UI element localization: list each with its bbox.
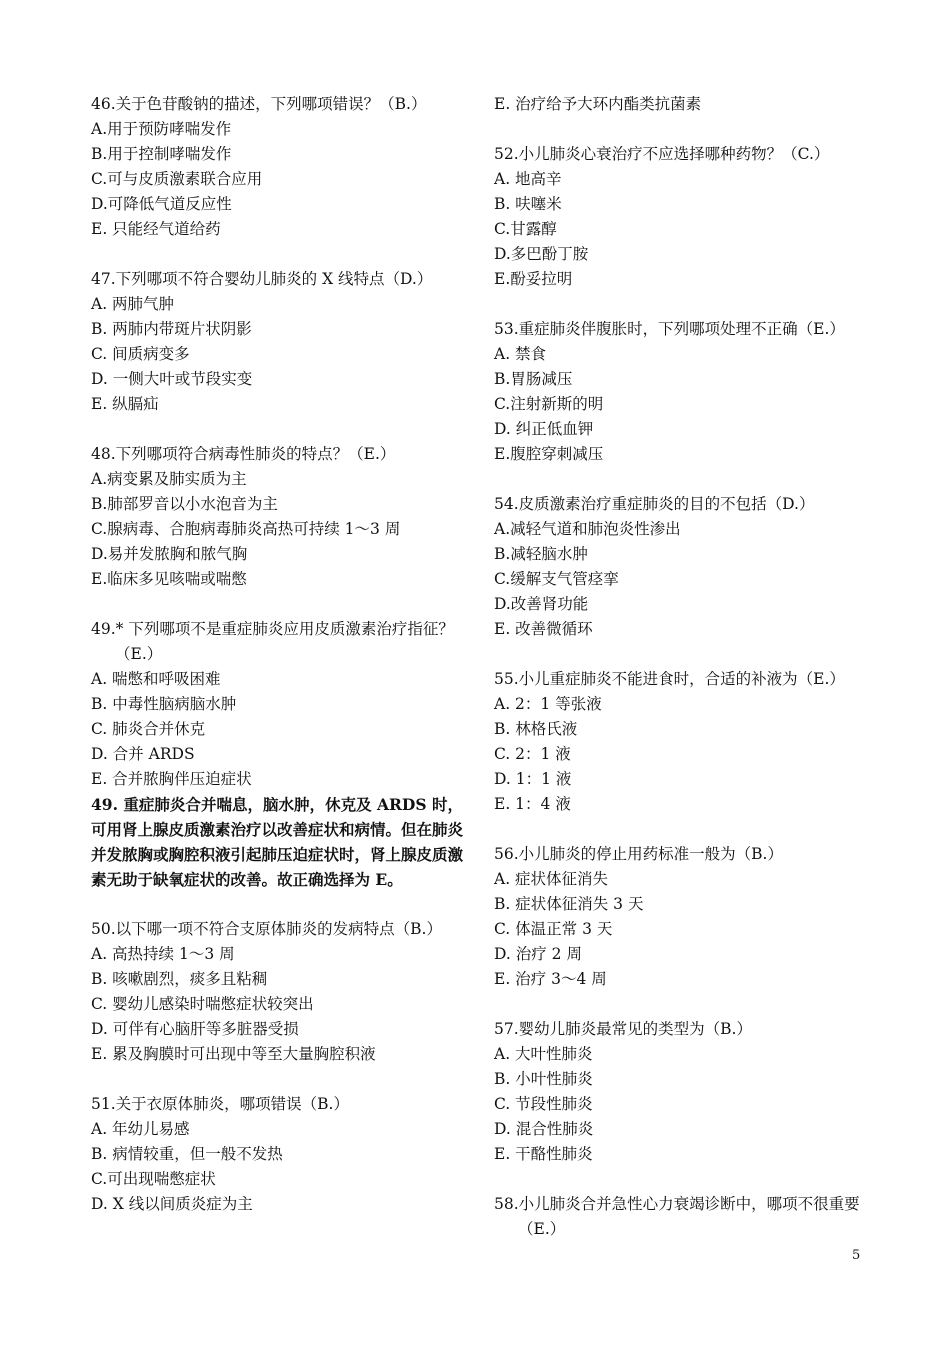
answer-option: E. 只能经气道给药	[91, 220, 221, 238]
answer-option: B.减轻脑水肿	[494, 545, 588, 563]
question-block	[494, 1192, 866, 1242]
answer-option: A.病变累及肺实质为主	[91, 470, 247, 488]
answer-option: C.腺病毒、合胞病毒肺炎高热可持续 1～3 周	[91, 520, 401, 538]
question-text: 53.重症肺炎伴腹胀时，下列哪项处理不正确（E.）	[494, 320, 845, 338]
page-number: 5	[852, 1248, 861, 1263]
answer-option: E. 治疗 3～4 周	[494, 970, 607, 988]
question-text: 46.关于色苷酸钠的描述，下列哪项错误？（B.）	[91, 95, 427, 113]
question-text: 56.小儿肺炎的停止用药标准一般为（B.）	[494, 845, 783, 863]
answer-option: D.多巴酚丁胺	[494, 245, 589, 263]
question-block	[494, 492, 866, 642]
answer-option: D. 合并 ARDS	[91, 745, 195, 763]
answer-option: C.甘露醇	[494, 220, 557, 238]
answer-option: B. 小叶性肺炎	[494, 1070, 593, 1088]
answer-option: C.可与皮质激素联合应用	[91, 170, 263, 188]
question-block	[494, 667, 866, 817]
question-text: 47.下列哪项不符合婴幼儿肺炎的 X 线特点（D.）	[91, 270, 433, 288]
continuation-option: E. 治疗给予大环内酯类抗菌素	[494, 95, 702, 113]
answer-option: C. 婴幼儿感染时喘憋症状较突出	[91, 995, 314, 1013]
answer-option: C. 体温正常 3 天	[494, 920, 613, 938]
answer-option: B. 病情较重，但一般不发热	[91, 1145, 283, 1163]
answer-option: A. 喘憋和呼吸困难	[91, 670, 221, 688]
right-column	[494, 92, 866, 1267]
question-block	[91, 267, 463, 417]
question-text: 55.小儿重症肺炎不能进食时，合适的补液为（E.）	[494, 670, 845, 688]
question-block	[494, 842, 866, 992]
answer-option: D. 1：1 液	[494, 770, 572, 788]
question-block	[91, 917, 463, 1067]
answer-option: E.临床多见咳喘或喘憋	[91, 570, 247, 588]
question-block	[91, 1092, 463, 1217]
answer-option: D. 一侧大叶或节段实变	[91, 370, 253, 388]
answer-option: B. 两肺内带斑片状阴影	[91, 320, 252, 338]
answer-option: D. 治疗 2 周	[494, 945, 582, 963]
left-column	[91, 92, 463, 1242]
question-text: 54.皮质激素治疗重症肺炎的目的不包括（D.）	[494, 495, 815, 513]
answer-option: B.用于控制哮喘发作	[91, 145, 232, 163]
question-block	[91, 617, 463, 792]
answer-option: D. X 线以间质炎症为主	[91, 1195, 253, 1213]
answer-option: E. 改善微循环	[494, 620, 593, 638]
answer-option: C.缓解支气管痉挛	[494, 570, 619, 588]
answer-option: B. 林格氏液	[494, 720, 578, 738]
answer-option: C. 肺炎合并休克	[91, 720, 206, 738]
answer-option: D.易并发脓胸和脓气胸	[91, 545, 248, 563]
answer-option: E. 1：4 液	[494, 795, 571, 813]
question-text: 49.* 下列哪项不是重症肺炎应用皮质激素治疗指征？（E.）	[91, 620, 454, 663]
question-text: 50.以下哪一项不符合支原体肺炎的发病特点（B.）	[91, 920, 442, 938]
answer-option: A. 地高辛	[494, 170, 562, 188]
question-text: 48.下列哪项符合病毒性肺炎的特点？（E.）	[91, 445, 396, 463]
answer-option: A. 大叶性肺炎	[494, 1045, 593, 1063]
answer-option: C. 间质病变多	[91, 345, 190, 363]
answer-option: B. 呋噻米	[494, 195, 562, 213]
answer-option: E. 合并脓胸伴压迫症状	[91, 770, 252, 788]
question-block	[91, 442, 463, 592]
answer-option: D. 可伴有心脑肝等多脏器受损	[91, 1020, 299, 1038]
answer-option: D. 混合性肺炎	[494, 1120, 594, 1138]
question-block	[494, 142, 866, 292]
question-block	[494, 1017, 866, 1167]
question-block	[91, 92, 463, 242]
answer-option: B.肺部罗音以小水泡音为主	[91, 495, 278, 513]
answer-option: B. 咳嗽剧烈，痰多且粘稠	[91, 970, 268, 988]
answer-option: E. 累及胸膜时可出现中等至大量胸腔积液	[91, 1045, 376, 1063]
answer-option: C.可出现喘憋症状	[91, 1170, 216, 1188]
question-text: 58.小儿肺炎合并急性心力衰竭诊断中，哪项不很重要（E.）	[494, 1195, 860, 1238]
answer-option: E.腹腔穿刺减压	[494, 445, 604, 463]
answer-option: D.改善肾功能	[494, 595, 589, 613]
answer-option: A. 症状体征消失	[494, 870, 609, 888]
answer-option: E.酚妥拉明	[494, 270, 573, 288]
answer-option: C. 节段性肺炎	[494, 1095, 593, 1113]
answer-option: A.用于预防哮喘发作	[91, 120, 232, 138]
answer-option: B.胃肠减压	[494, 370, 573, 388]
answer-option: A. 2：1 等张液	[494, 695, 602, 713]
answer-option: B. 症状体征消失 3 天	[494, 895, 644, 913]
answer-option: A. 高热持续 1～3 周	[91, 945, 235, 963]
answer-option: D.可降低气道反应性	[91, 195, 232, 213]
answer-option: D. 纠正低血钾	[494, 420, 594, 438]
answer-option: C. 2：1 液	[494, 745, 571, 763]
answer-option: A. 年幼儿易感	[91, 1120, 190, 1138]
question-text: 57.婴幼儿肺炎最常见的类型为（B.）	[494, 1020, 752, 1038]
answer-option: A. 禁食	[494, 345, 547, 363]
question-text: 51.关于衣原体肺炎，哪项错误（B.）	[91, 1095, 349, 1113]
answer-option: E. 干酪性肺炎	[494, 1145, 593, 1163]
question-block	[494, 317, 866, 467]
explanation-note: 49. 重症肺炎合并喘息，脑水肿，休克及 ARDS 时，可用肾上腺皮质激素治疗以改善症状和病情。但在肺炎并发脓胸或胸腔积液引起肺压迫症状时，肾上腺皮质激素无助于缺氧症状的改善。故正确选择为 E。	[91, 795, 464, 889]
answer-option: A.减轻气道和肺泡炎性渗出	[494, 520, 681, 538]
answer-option: E. 纵膈疝	[91, 395, 159, 413]
question-text: 52.小儿肺炎心衰治疗不应选择哪种药物？（C.）	[494, 145, 830, 163]
answer-option: B. 中毒性脑病脑水肿	[91, 695, 237, 713]
answer-option: A. 两肺气肿	[91, 295, 175, 313]
answer-option: C.注射新斯的明	[494, 395, 604, 413]
